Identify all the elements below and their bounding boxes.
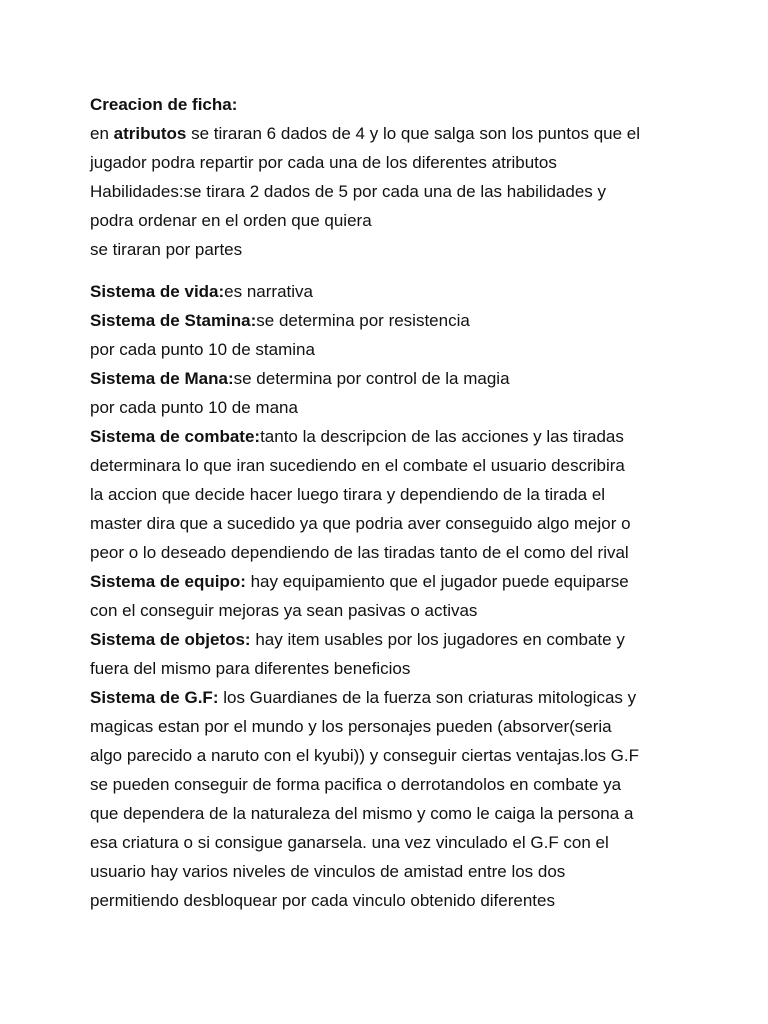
text-line: master dira que a sucedido ya que podria aver conseguido algo mejor o — [90, 514, 631, 533]
text-line: por cada punto 10 de mana — [90, 398, 298, 417]
combate-line: Sistema de combate:tanto la descripcion de las acciones y las tiradas — [90, 427, 624, 446]
mana-line: Sistema de Mana:se determina por control de la magia — [90, 369, 510, 388]
text-line: con el conseguir mejoras ya sean pasivas o activas — [90, 601, 478, 620]
text-line: fuera del mismo para diferentes beneficios — [90, 659, 411, 678]
text-line: usuario hay varios niveles de vinculos de amistad entre los dos — [90, 862, 566, 881]
text-line: en atributos se tiraran 6 dados de 4 y lo que salga son los puntos que el — [90, 124, 641, 143]
equipo-line: Sistema de equipo: hay equipamiento que el jugador puede equiparse — [90, 572, 629, 591]
text-line: Habilidades:se tirara 2 dados de 5 por cada una de las habilidades y — [90, 182, 607, 201]
section-title: Creacion de ficha: — [90, 95, 238, 114]
paragraph-gap — [90, 264, 690, 277]
stamina-line: Sistema de Stamina:se determina por resistencia — [90, 311, 470, 330]
text-line: se tiraran por partes — [90, 240, 243, 259]
text-line: permitiendo desbloquear por cada vinculo obtenido diferentes — [90, 891, 555, 910]
text-line: se pueden conseguir de forma pacifica o derrotandolos en combate ya — [90, 775, 622, 794]
text-line: que dependera de la naturaleza del mismo y como le caiga la persona a — [90, 804, 634, 823]
text-line: peor o lo deseado dependiendo de las tiradas tanto de el como del rival — [90, 543, 629, 562]
text-line: esa criatura o si consigue ganarsela. una vez vinculado el G.F con el — [90, 833, 609, 852]
text-line: magicas estan por el mundo y los personajes pueden (absorver(seria — [90, 717, 612, 736]
vida-line: Sistema de vida:es narrativa — [90, 282, 313, 301]
text-line: jugador podra repartir por cada una de los diferentes atributos — [90, 153, 557, 172]
text-line: la accion que decide hacer luego tirara y dependiendo de la tirada el — [90, 485, 606, 504]
gf-line: Sistema de G.F: los Guardianes de la fuerza son criaturas mitologicas y — [90, 688, 637, 707]
objetos-line: Sistema de objetos: hay item usables por los jugadores en combate y — [90, 630, 625, 649]
text-line: por cada punto 10 de stamina — [90, 340, 315, 359]
text-line: determinara lo que iran sucediendo en el combate el usuario describira — [90, 456, 625, 475]
text-line: algo parecido a naruto con el kyubi)) y conseguir ciertas ventajas.los G.F — [90, 746, 639, 765]
document-page — [90, 90, 690, 915]
text-line: podra ordenar en el orden que quiera — [90, 211, 372, 230]
